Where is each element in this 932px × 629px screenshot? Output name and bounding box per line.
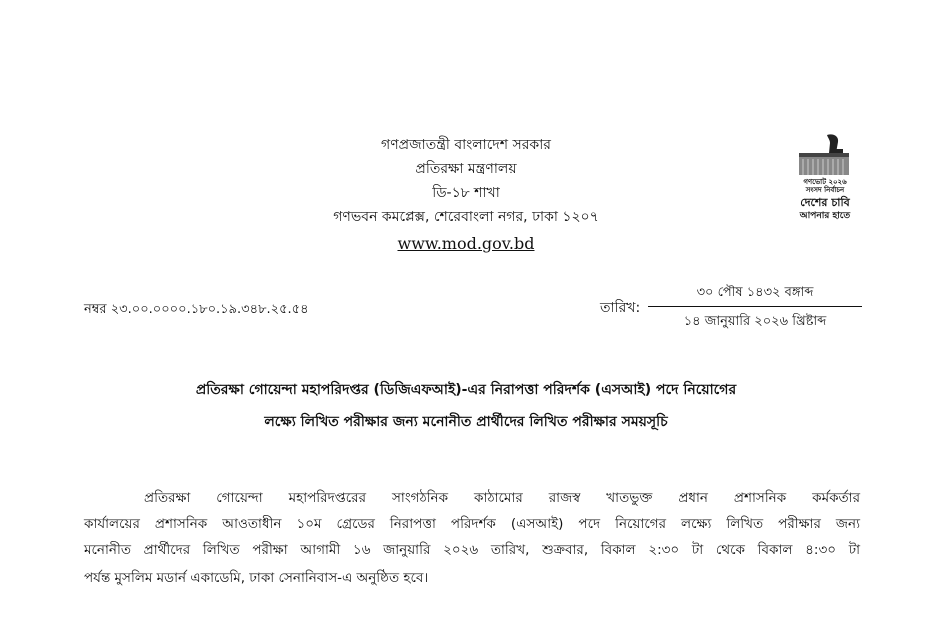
date-gregorian: ১৪ জানুয়ারি ২০২৬ খ্রিষ্টাব্দ (683, 314, 827, 329)
body-line-1: প্রতিরক্ষা গোয়েন্দা মহাপরিদপ্তরের সাংগঠনিক কাঠামোর রাজস্ব খাতভুক্ত প্রধান প্রশাসনিক কর্মকর্তার (144, 490, 860, 506)
memo-number: নম্বর ২৩.০০.০০০০.১৮০.১৯.৩৪৮.২৫.৫৪ (84, 302, 309, 317)
body-line-4: পর্যন্ত মুসলিম মডার্ন একাডেমি, ঢাকা সেনানিবাস-এ অনুষ্ঠিত হবে। (84, 570, 429, 586)
logo-caption-election: সংসদ নির্বাচন (805, 186, 845, 194)
date-block (648, 284, 862, 331)
website-link[interactable]: www.mod.gov.bd (397, 234, 535, 253)
notice-title-line-2: লক্ষ্যে লিখিত পরীক্ষার জন্য মনোনীত প্রার্থীদের লিখিত পরীক্ষার সময়সূচি (264, 414, 668, 430)
logo-caption-referendum: গণভোট ২০২৬ (803, 178, 847, 186)
body-line-3: মনোনীত প্রার্থীদের লিখিত পরীক্ষা আগামী ১৬ জানুয়ারি ২০২৬ তারিখ, শুক্রবার, বিকাল ২:৩০ টা থেকে বিকাল ৪:৩০ টা (84, 542, 860, 558)
ballot-box-icon (793, 133, 857, 177)
notice-title-line-1: প্রতিরক্ষা গোয়েন্দা মহাপরিদপ্তর (ডিজিএফআই)-এর নিরাপত্তা পরিদর্শক (এসআই) পদে নিয়োগের (195, 382, 737, 398)
date-bangla: ৩০ পৌষ ১৪৩২ বঙ্গাব্দ (648, 284, 862, 307)
date-label: তারিখ: (600, 300, 641, 316)
branch-name: ডি-১৮ শাখা (432, 185, 500, 201)
office-address: গণভবন কমপ্লেক্স, শেরেবাংলা নগর, ঢাকা ১২০৭ (333, 209, 599, 225)
election-logo (785, 133, 865, 225)
logo-caption-slogan-2: আপনার হাতে (799, 211, 851, 221)
body-line-2: কার্যালয়ের প্রশাসনিক আওতাধীন ১০ম গ্রেডের নিরাপত্তা পরিদর্শক (এসআই) পদে নিয়োগের লক্ষ্যে লিখিত পরীক্ষার জন্য (84, 516, 860, 532)
ministry-name: প্রতিরক্ষা মন্ত্রণালয় (415, 161, 517, 177)
government-name: গণপ্রজাতন্ত্রী বাংলাদেশ সরকার (381, 137, 551, 153)
logo-caption-slogan: দেশের চাবি (800, 196, 850, 209)
